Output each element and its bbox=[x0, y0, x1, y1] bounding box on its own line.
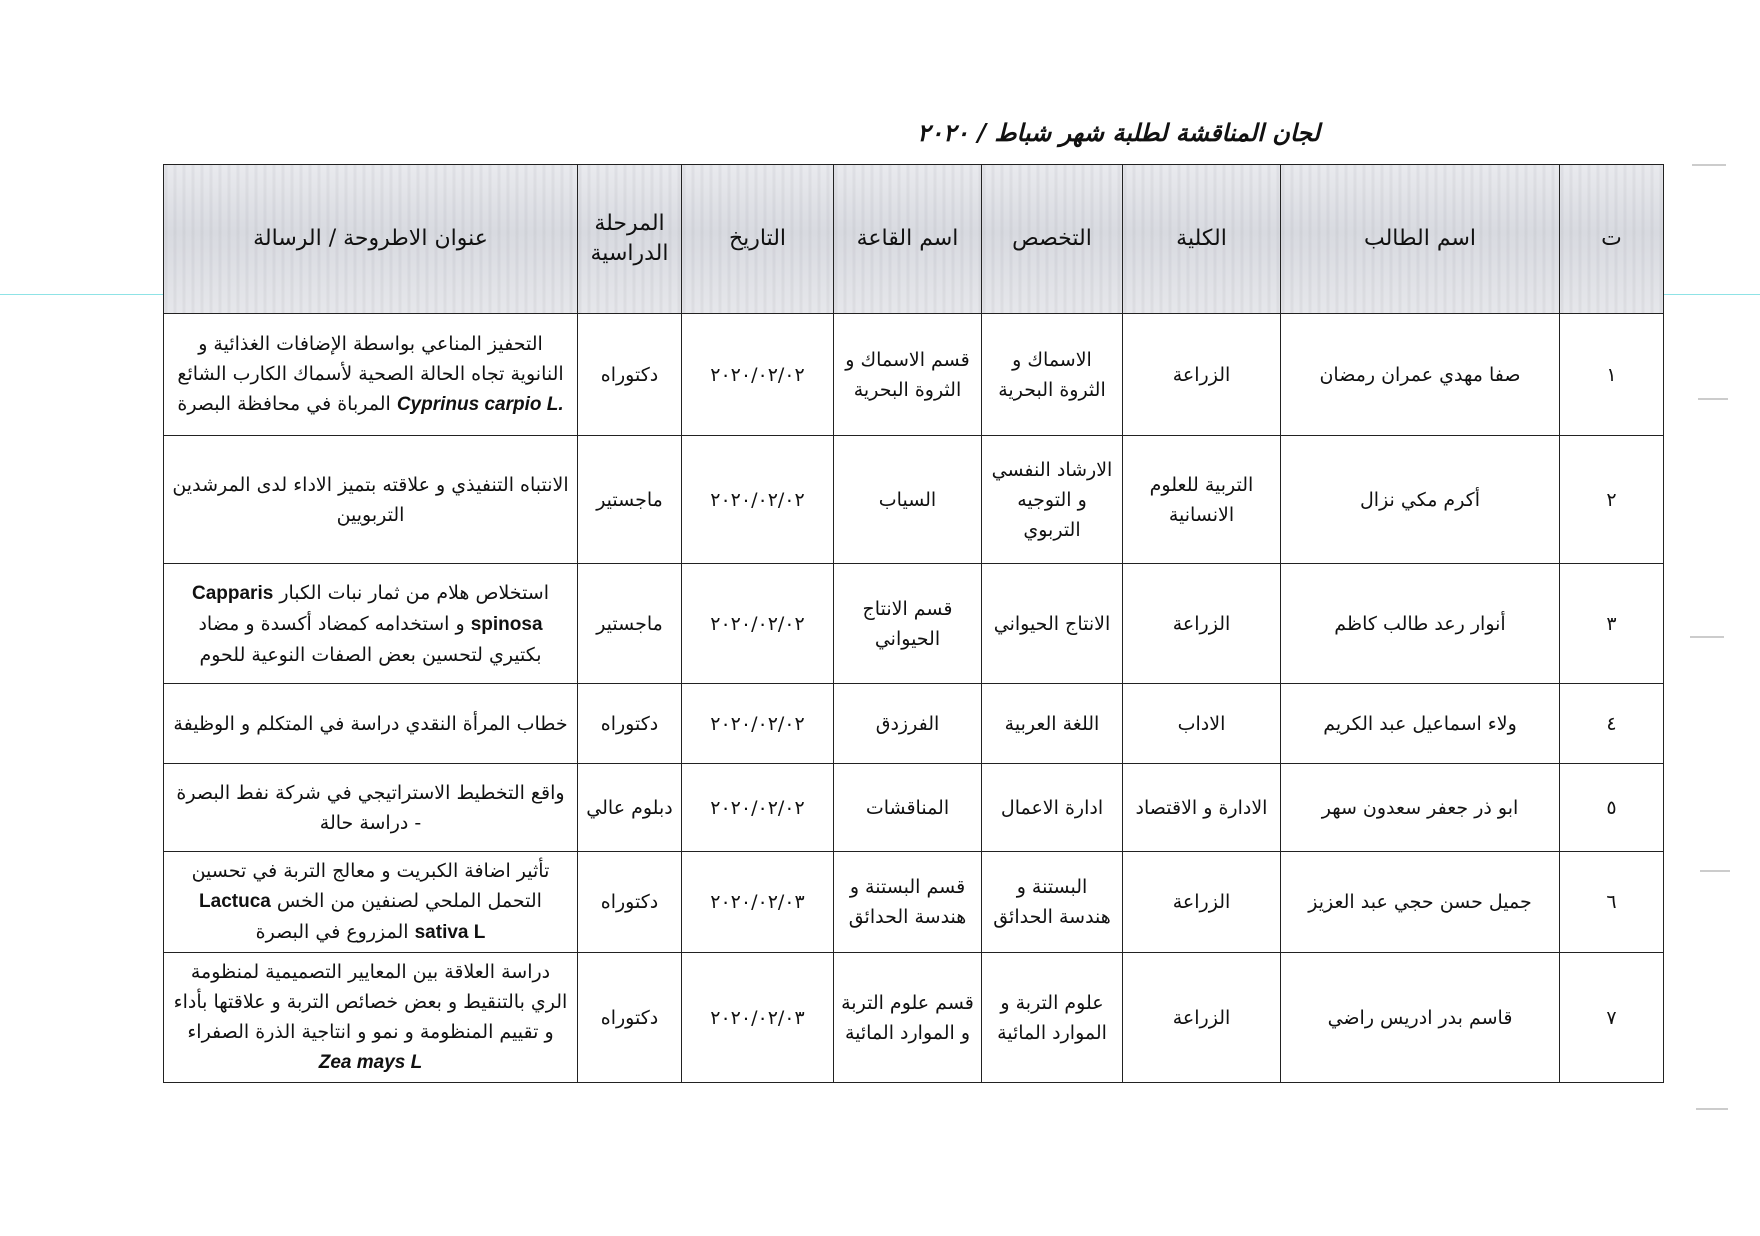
header-student: اسم الطالب bbox=[1281, 165, 1560, 314]
scan-speck bbox=[1700, 870, 1730, 872]
thesis-text: واقع التخطيط الاستراتيجي في شركة نفط البصرة - دراسة حالة bbox=[176, 781, 565, 834]
cell-date: ٢٠٢٠/٠٢/٠٣ bbox=[682, 953, 834, 1083]
table-row bbox=[164, 764, 1664, 852]
committees-table bbox=[163, 164, 1664, 1083]
scan-speck bbox=[1690, 636, 1724, 638]
cell-college: الادارة و الاقتصاد bbox=[1123, 764, 1281, 852]
cell-student: أنوار رعد طالب كاظم bbox=[1281, 564, 1560, 684]
cell-thesis bbox=[164, 314, 578, 436]
thesis-text: التحفيز المناعي بواسطة الإضافات الغذائية و النانوية تجاه الحالة الصحية لأسماك الكارب الشائع bbox=[177, 333, 564, 385]
cell-date: ٢٠٢٠/٠٢/٠٢ bbox=[682, 764, 834, 852]
cell-thesis bbox=[164, 953, 578, 1083]
cell-thesis bbox=[164, 564, 578, 684]
cell-seq: ١ bbox=[1560, 314, 1664, 436]
table-row bbox=[164, 852, 1664, 953]
table-row bbox=[164, 314, 1664, 436]
scan-speck bbox=[1698, 398, 1728, 400]
header-specialty: التخصص bbox=[982, 165, 1123, 314]
cell-college: الاداب bbox=[1123, 684, 1281, 764]
cell-college: الزراعة bbox=[1123, 314, 1281, 436]
cell-seq: ٤ bbox=[1560, 684, 1664, 764]
cell-specialty: اللغة العربية bbox=[982, 684, 1123, 764]
cell-student: أكرم مكي نزال bbox=[1281, 436, 1560, 564]
cell-date: ٢٠٢٠/٠٢/٠٣ bbox=[682, 852, 834, 953]
header-date: التاريخ bbox=[682, 165, 834, 314]
thesis-text: دراسة العلاقة بين المعايير التصميمية لمنظومة الري بالتنقيط و بعض خصائص التربة و علاقتها بأداء و تقييم المنظومة و نمو و انتاجية الذرة الصفراء bbox=[173, 961, 568, 1043]
cell-hall: قسم علوم التربة و الموارد المائية bbox=[834, 953, 982, 1083]
cell-seq: ٣ bbox=[1560, 564, 1664, 684]
cell-thesis bbox=[164, 764, 578, 852]
cell-stage: دكتوراه bbox=[578, 953, 682, 1083]
cell-student: ولاء اسماعيل عبد الكريم bbox=[1281, 684, 1560, 764]
scan-speck bbox=[1696, 1108, 1728, 1110]
cell-student: صفا مهدي عمران رمضان bbox=[1281, 314, 1560, 436]
thesis-text: استخلاص هلام من ثمار نبات الكبار bbox=[279, 581, 549, 604]
cell-stage: ماجستير bbox=[578, 436, 682, 564]
table-row bbox=[164, 436, 1664, 564]
cell-thesis bbox=[164, 684, 578, 764]
cell-specialty: ادارة الاعمال bbox=[982, 764, 1123, 852]
cell-date: ٢٠٢٠/٠٢/٠٢ bbox=[682, 314, 834, 436]
cell-stage: دكتوراه bbox=[578, 314, 682, 436]
cell-student: ابو ذر جعفر سعدون سهر bbox=[1281, 764, 1560, 852]
cell-thesis bbox=[164, 436, 578, 564]
thesis-text-continued: المرباة في محافظة البصرة bbox=[177, 393, 391, 415]
cell-specialty: الانتاج الحيواني bbox=[982, 564, 1123, 684]
cell-college: التربية للعلوم الانسانية bbox=[1123, 436, 1281, 564]
cell-date: ٢٠٢٠/٠٢/٠٢ bbox=[682, 436, 834, 564]
cell-hall: المناقشات bbox=[834, 764, 982, 852]
cell-college: الزراعة bbox=[1123, 852, 1281, 953]
cell-hall: قسم الانتاج الحيواني bbox=[834, 564, 982, 684]
cell-thesis bbox=[164, 852, 578, 953]
cell-specialty: علوم التربة و الموارد المائية bbox=[982, 953, 1123, 1083]
thesis-text: خطاب المرأة النقدي دراسة في المتكلم و الوظيفة bbox=[173, 712, 568, 735]
thesis-text: الانتباه التنفيذي و علاقته بتميز الاداء لدى المرشدين التربويين bbox=[172, 473, 569, 526]
cell-hall: السياب bbox=[834, 436, 982, 564]
cell-stage: ماجستير bbox=[578, 564, 682, 684]
cell-hall: قسم الاسماك و الثروة البحرية bbox=[834, 314, 982, 436]
cell-college: الزراعة bbox=[1123, 953, 1281, 1083]
cell-student: قاسم بدر ادريس راضي bbox=[1281, 953, 1560, 1083]
cell-stage: دكتوراه bbox=[578, 684, 682, 764]
cell-date: ٢٠٢٠/٠٢/٠٢ bbox=[682, 684, 834, 764]
table-row bbox=[164, 953, 1664, 1083]
table-row bbox=[164, 684, 1664, 764]
committees-table-container bbox=[163, 164, 1663, 1083]
cell-hall: قسم البستنة و هندسة الحدائق bbox=[834, 852, 982, 953]
cell-hall: الفرزدق bbox=[834, 684, 982, 764]
scan-speck bbox=[1692, 164, 1726, 166]
cell-college: الزراعة bbox=[1123, 564, 1281, 684]
cell-specialty: البستنة و هندسة الحدائق bbox=[982, 852, 1123, 953]
scientific-name: Lactuca sativa L bbox=[199, 891, 486, 943]
page-title: لجان المناقشة لطلبة شهر شباط / ٢٠٢٠ bbox=[917, 118, 1320, 147]
scientific-name: Zea mays L bbox=[318, 1052, 423, 1073]
scientific-name: Cyprinus carpio L. bbox=[396, 394, 564, 415]
table-row bbox=[164, 564, 1664, 684]
thesis-text: تأثير اضافة الكبريت و معالج التربة في تحسين التحمل الملحي لصنفين من الخس bbox=[191, 860, 550, 912]
cell-seq: ٧ bbox=[1560, 953, 1664, 1083]
cell-seq: ٥ bbox=[1560, 764, 1664, 852]
thesis-text-continued: و استخدامه كمضاد أكسدة و مضاد بكتيري لتحسين بعض الصفات النوعية للحوم bbox=[198, 612, 542, 666]
cell-seq: ٦ bbox=[1560, 852, 1664, 953]
header-hall: اسم القاعة bbox=[834, 165, 982, 314]
cell-stage: دكتوراه bbox=[578, 852, 682, 953]
thesis-text-continued: المزروع في البصرة bbox=[255, 921, 409, 943]
cell-stage: دبلوم عالي bbox=[578, 764, 682, 852]
table-header-row bbox=[164, 165, 1664, 314]
header-stage: المرحلة الدراسية bbox=[578, 165, 682, 314]
cell-specialty: الاسماك و الثروة البحرية bbox=[982, 314, 1123, 436]
scientific-name: Capparis spinosa bbox=[191, 582, 543, 635]
header-thesis: عنوان الاطروحة / الرسالة bbox=[164, 165, 578, 314]
cell-specialty: الارشاد النفسي و التوجيه التربوي bbox=[982, 436, 1123, 564]
cell-seq: ٢ bbox=[1560, 436, 1664, 564]
header-college: الكلية bbox=[1123, 165, 1281, 314]
header-seq: ت bbox=[1560, 165, 1664, 314]
cell-student: جميل حسن حجي عبد العزيز bbox=[1281, 852, 1560, 953]
cell-date: ٢٠٢٠/٠٢/٠٢ bbox=[682, 564, 834, 684]
